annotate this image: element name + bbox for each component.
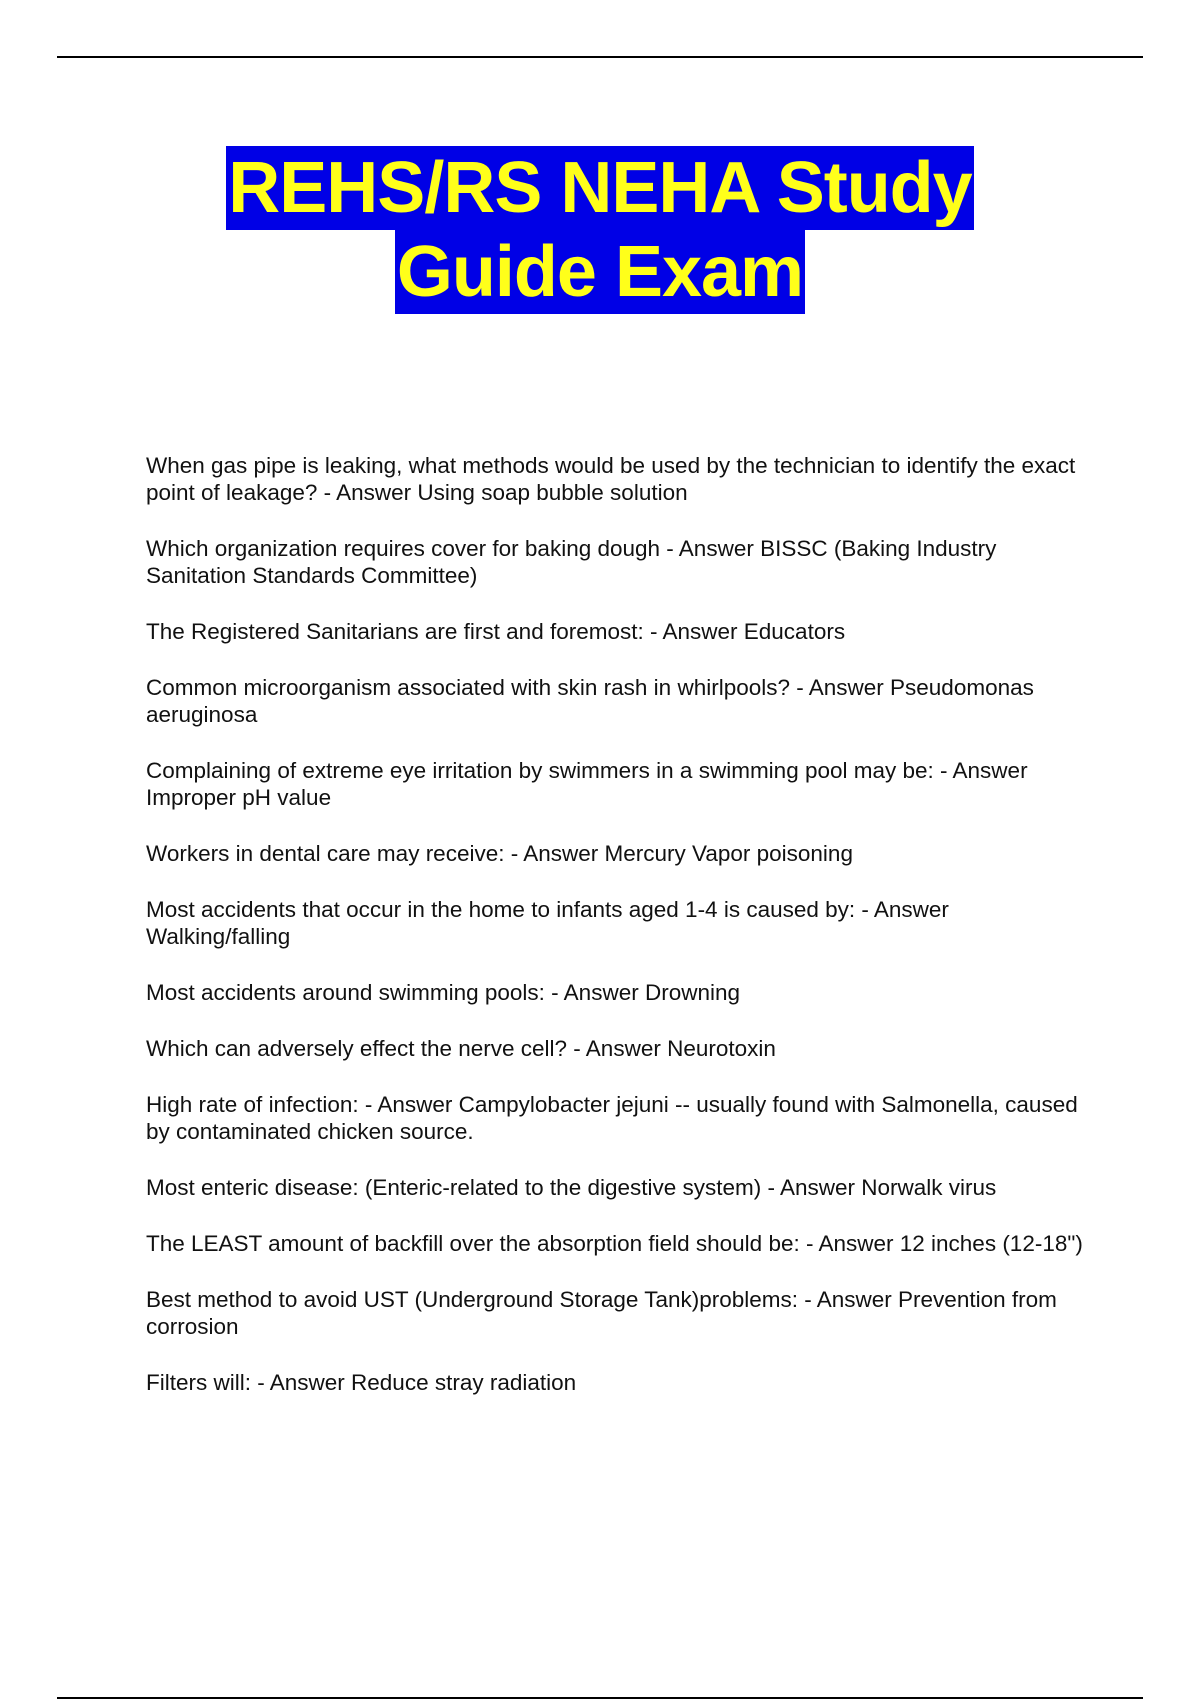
title-line-2: Guide Exam xyxy=(396,232,804,312)
qa-item: Which organization requires cover for baking dough - Answer BISSC (Baking Industry Sanitation Standards Committee) xyxy=(146,536,997,588)
qa-item: Best method to avoid UST (Underground Storage Tank)problems: - Answer Prevention from corrosion xyxy=(146,1287,1057,1339)
document-title xyxy=(0,146,1200,314)
qa-item: High rate of infection: - Answer Campylobacter jejuni -- usually found with Salmonella, caused by contaminated chicken source. xyxy=(146,1092,1078,1144)
qa-item: Most accidents that occur in the home to infants aged 1-4 is caused by: - Answer Walking/falling xyxy=(146,897,949,949)
qa-list xyxy=(146,452,1086,1425)
qa-item: The Registered Sanitarians are first and foremost: - Answer Educators xyxy=(146,619,846,644)
qa-item: Most accidents around swimming pools: - Answer Drowning xyxy=(146,980,740,1005)
qa-item: Common microorganism associated with skin rash in whirlpools? - Answer Pseudomonas aeruginosa xyxy=(146,675,1034,727)
title-line-1: REHS/RS NEHA Study xyxy=(228,148,972,228)
qa-item: Workers in dental care may receive: - Answer Mercury Vapor poisoning xyxy=(146,841,853,866)
top-rule xyxy=(57,56,1143,58)
qa-item: When gas pipe is leaking, what methods would be used by the technician to identify the exact point of leakage? - Answer Using soap bubble solution xyxy=(146,453,1076,505)
qa-item: Complaining of extreme eye irritation by swimmers in a swimming pool may be: - Answer Improper pH value xyxy=(146,758,1028,810)
qa-item: The LEAST amount of backfill over the absorption field should be: - Answer 12 inches (12-18") xyxy=(146,1231,1083,1256)
bottom-rule xyxy=(57,1697,1143,1699)
qa-item: Filters will: - Answer Reduce stray radiation xyxy=(146,1370,577,1395)
qa-item: Which can adversely effect the nerve cell? - Answer Neurotoxin xyxy=(146,1036,776,1061)
qa-item: Most enteric disease: (Enteric-related to the digestive system) - Answer Norwalk virus xyxy=(146,1175,997,1200)
